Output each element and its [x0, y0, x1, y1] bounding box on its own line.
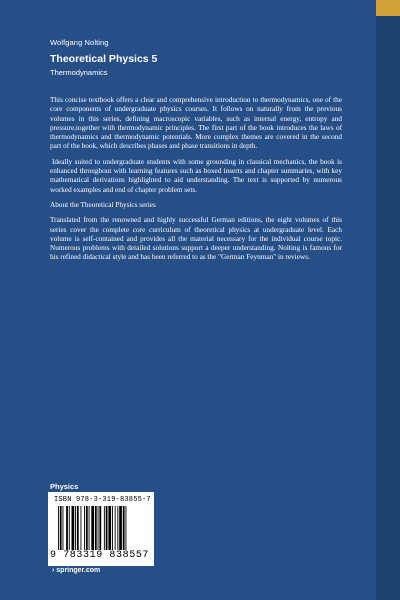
- blurb-paragraph-3: Translated from the renowned and highly successful German editions, the eight volumes of this series cover the complete core curriculum of theoretical physics at undergraduate level. Each volume is self-contained and provides all the material necessary for the individual course topic. Numerous problems with detailed solutions support a deeper understanding. Nolting is famous for his refined didactical style and has been referred to as the "German Feynman" in reviews.: [50, 216, 342, 262]
- spine-accent-band: [376, 0, 400, 16]
- ean-number: 9 783319 838557: [50, 550, 150, 561]
- subject-category: Physics: [50, 482, 79, 491]
- publisher-link[interactable]: › springer.com: [52, 567, 101, 574]
- book-title: Theoretical Physics 5: [50, 53, 158, 65]
- blurb-paragraph-2: Ideally suited to undergraduate students with some grounding in classical mechanics, the book is enhanced throughout with learning features such as boxed inserts and chapter summaries, with key mathematical derivations highlighted to aid understanding. The text is supported by numerous worked examples and end of chapter problem sets.: [50, 157, 342, 194]
- barcode-image: [58, 506, 150, 550]
- blurb-paragraph-1: This concise textbook offers a clear and comprehensive introduction to thermodynamics, one of the core components of undergraduate physics courses. It follows on naturally from the previous volumes in this series, defining macroscopic variables, such as internal energy, entropy and pressure,together with thermodynamic principles. The first part of the book introduces the laws of thermodynamics and thermodynamic potentials. More complex themes are covered in the second part of the book, which describes phases and phase transitions in depth.: [50, 96, 342, 151]
- isbn-number: ISBN 978-3-319-83855-7: [54, 496, 151, 504]
- author-name: Wolfgang Nolting: [50, 38, 109, 47]
- book-header: [50, 38, 350, 77]
- blurb-text: [50, 96, 342, 269]
- spine-edge: [376, 0, 400, 600]
- series-heading: About the Theoretical Physics series: [50, 200, 156, 209]
- barcode-panel: [48, 492, 154, 566]
- book-subtitle: Thermodynamics: [50, 68, 108, 77]
